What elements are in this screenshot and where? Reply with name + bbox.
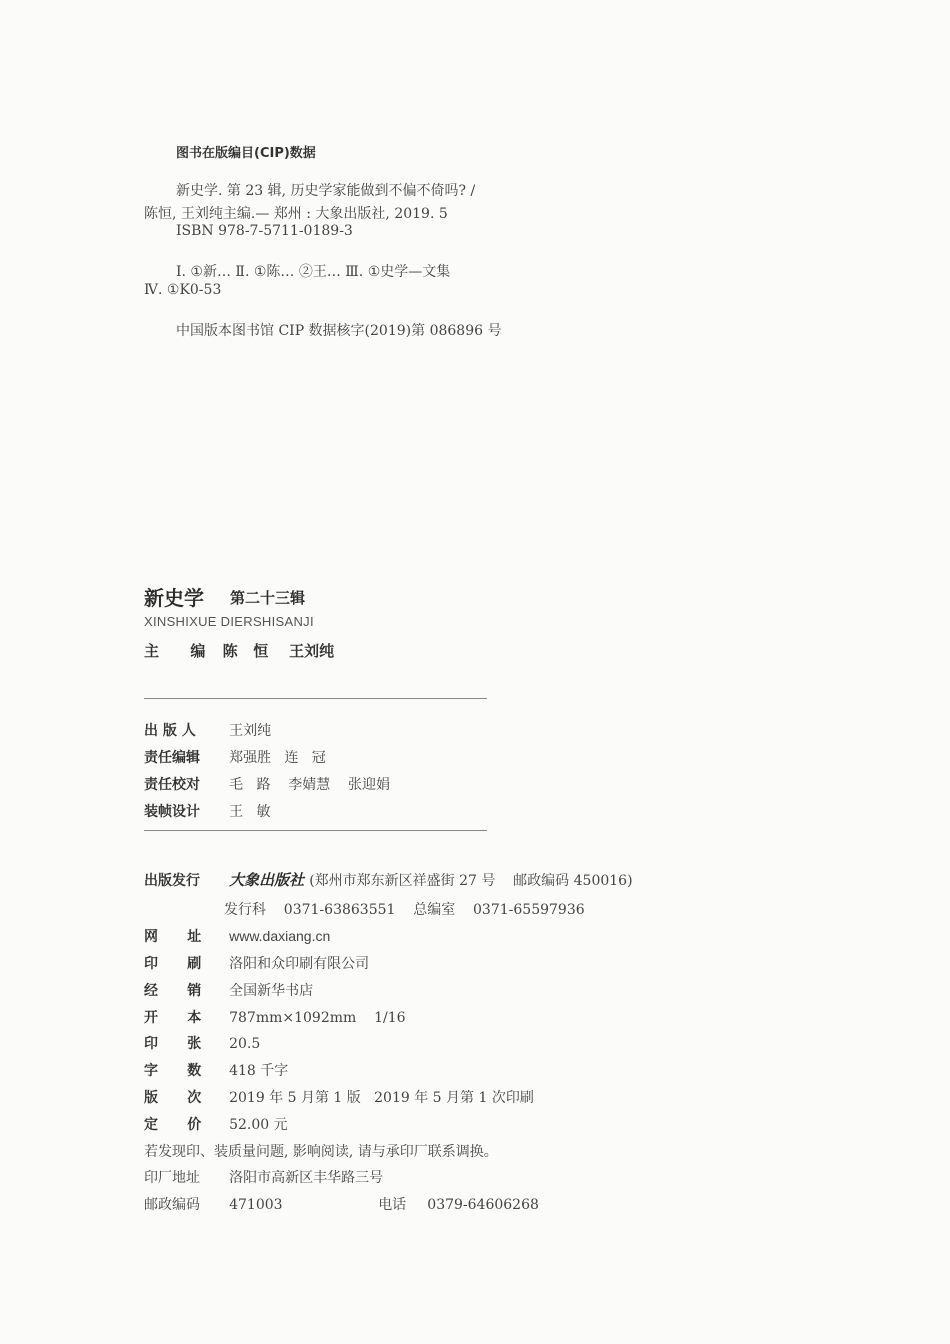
cip-line-6: 中国版本图书馆 CIP 数据核字(2019)第 086896 号 [176, 323, 502, 339]
detail-value: 全国新华书店 [229, 983, 314, 999]
credit-label: 责任编辑 [144, 750, 200, 766]
printer-phone: 0379-64606268 [427, 1197, 539, 1213]
editor-names: 陈 恒 王刘纯 [222, 642, 335, 660]
credit-label: 装帧设计 [144, 804, 200, 820]
publisher-phones: 发行科 0371-63863551 总编室 0371-65597936 [224, 902, 585, 918]
detail-row [144, 953, 369, 973]
book-pinyin: XINSHIXUE DIERSHISANJI [144, 614, 314, 629]
detail-label: 版 次 [144, 1090, 202, 1106]
credit-value: 王 敏 [229, 804, 271, 820]
editors-row [144, 640, 334, 661]
cip-line-1: 新史学. 第 23 辑, 历史学家能做到不偏不倚吗? / [176, 183, 476, 199]
credit-label: 出 版 人 [144, 723, 196, 739]
detail-row [144, 926, 330, 946]
printer-zip: 471003 [229, 1197, 283, 1213]
credit-row [144, 801, 270, 821]
detail-label: 字 数 [144, 1063, 202, 1079]
cip-line-2: 陈恒, 王刘纯主编.— 郑州 : 大象出版社, 2019. 5 [144, 206, 448, 222]
detail-row [144, 1060, 288, 1080]
printer-zip-label: 邮政编码 [144, 1197, 200, 1213]
credit-value: 王刘纯 [229, 723, 272, 739]
book-volume: 第二十三辑 [230, 589, 306, 607]
detail-value: 52.00 元 [229, 1117, 288, 1133]
printer-zip-row [144, 1194, 539, 1214]
detail-value: 418 千字 [229, 1063, 289, 1079]
printer-address-label: 印厂地址 [144, 1170, 200, 1186]
website-link[interactable]: www.daxiang.cn [229, 928, 331, 944]
cip-title: 图书在版编目(CIP)数据 [176, 146, 316, 161]
detail-row [144, 1033, 260, 1053]
cip-line-5: Ⅳ. ①K0-53 [144, 282, 222, 298]
credit-label: 责任校对 [144, 777, 200, 793]
credit-value: 毛 路 李婧慧 张迎娟 [229, 777, 391, 793]
detail-label: 网 址 [144, 929, 202, 945]
detail-row [144, 1114, 288, 1134]
printer-address-row [144, 1167, 383, 1187]
detail-label: 印 张 [144, 1036, 202, 1052]
detail-label: 开 本 [144, 1010, 202, 1026]
publisher-logo: 大象出版社 [229, 871, 305, 889]
quality-notice: 若发现印、装质量问题, 影响阅读, 请与承印厂联系调换。 [144, 1144, 498, 1160]
publishing-label: 出版发行 [144, 873, 200, 889]
book-title: 新史学 [144, 586, 204, 610]
detail-row [144, 1087, 534, 1107]
credit-row [144, 747, 326, 767]
detail-label: 经 销 [144, 983, 202, 999]
detail-value: 2019 年 5 月第 1 版 2019 年 5 月第 1 次印刷 [229, 1090, 534, 1106]
cip-line-3: ISBN 978-7-5711-0189-3 [176, 223, 353, 239]
detail-row [144, 1007, 406, 1027]
detail-row [144, 980, 313, 1000]
detail-value: 787mm×1092mm 1/16 [229, 1010, 406, 1026]
divider-top [144, 698, 487, 699]
credit-row [144, 774, 390, 794]
detail-label: 印 刷 [144, 956, 202, 972]
cip-line-4: Ⅰ. ①新… Ⅱ. ①陈… ②王… Ⅲ. ①史学—文集 [176, 264, 451, 280]
divider-bottom [144, 830, 487, 831]
detail-value: 洛阳和众印刷有限公司 [229, 956, 370, 972]
credit-value: 郑强胜 连 冠 [229, 750, 326, 766]
detail-label: 定 价 [144, 1117, 202, 1133]
printer-phone-label: 电话 [378, 1197, 407, 1213]
editor-label: 主 编 [144, 642, 206, 660]
detail-value: 20.5 [229, 1036, 261, 1052]
printer-address: 洛阳市高新区丰华路三号 [229, 1170, 384, 1186]
credit-row [144, 720, 271, 740]
publishing-row [144, 869, 633, 890]
publisher-address: (郑州市郑东新区祥盛街 27 号 邮政编码 450016) [309, 873, 633, 889]
